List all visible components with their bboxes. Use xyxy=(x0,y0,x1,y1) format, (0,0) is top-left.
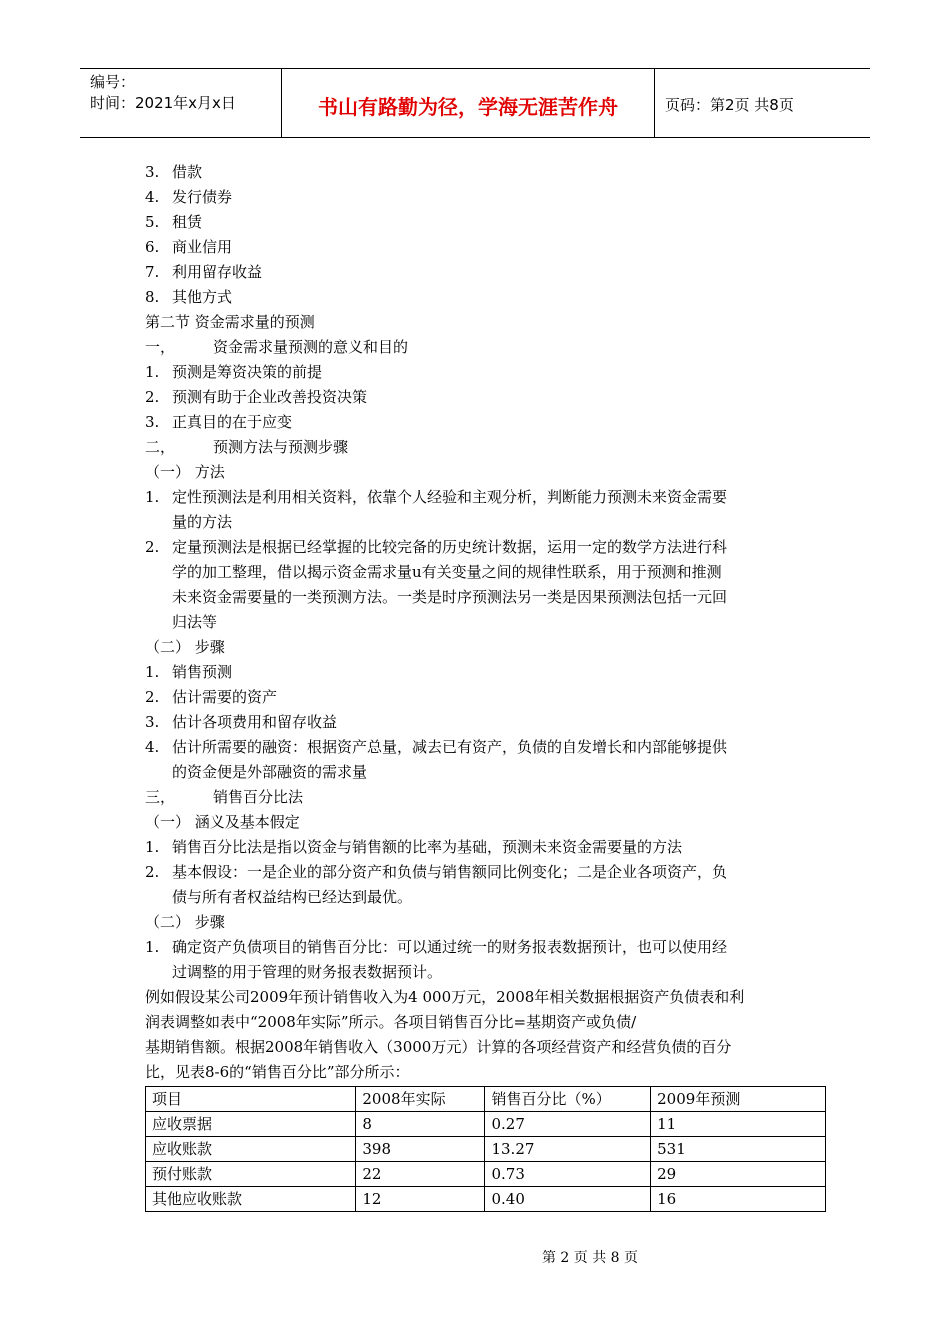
list-item: 4. 估计所需要的融资：根据资产总量，减去已有资产，负债的自发增长和内部能够提供 的资金便是外部融资的需求量 xyxy=(145,738,728,781)
table-row xyxy=(146,1137,826,1162)
list-item: 5. 租赁 xyxy=(145,213,203,231)
header-left-cell xyxy=(80,69,282,137)
table-cell: 0.73 xyxy=(485,1162,651,1187)
list-item: 6. 商业信用 xyxy=(145,238,233,256)
list-item: 1. 定性预测法是利用相关资料，依靠个人经验和主观分析，判断能力预测未来资金需要 量的方法 xyxy=(145,488,728,531)
list-item: 4. 发行债券 xyxy=(145,188,233,206)
heading-3: 三， 销售百分比法 xyxy=(145,788,304,806)
subheading: （一） 方法 xyxy=(145,463,225,481)
list-item: 1. 预测是筹资决策的前提 xyxy=(145,363,323,381)
table-row xyxy=(146,1162,826,1187)
table-row xyxy=(146,1187,826,1212)
table-header-cell: 销售百分比（%） xyxy=(485,1087,651,1112)
number-label: 编号： xyxy=(90,73,136,91)
page-info: 页码：第2页 共8页 xyxy=(665,95,794,114)
list-item: 2. 预测有助于企业改善投资决策 xyxy=(145,388,368,406)
list-item: 1. 销售百分比法是指以资金与销售额的比率为基础，预测未来资金需要量的方法 xyxy=(145,838,683,856)
table-cell: 29 xyxy=(651,1162,826,1187)
table-cell: 531 xyxy=(651,1137,826,1162)
paragraph-line: 比，见表8-6的“销售百分比”部分所示： xyxy=(145,1063,410,1081)
table-header-cell: 2009年预测 xyxy=(651,1087,826,1112)
heading-1: 一， 资金需求量预测的意义和目的 xyxy=(145,338,409,356)
sales-percentage-table xyxy=(145,1086,826,1212)
table-header-row xyxy=(146,1087,826,1112)
table-cell: 12 xyxy=(356,1187,485,1212)
table-cell: 0.27 xyxy=(485,1112,651,1137)
list-item: 2. 定量预测法是根据已经掌握的比较完备的历史统计数据，运用一定的数学方法进行科 学的加工整理，借以揭示资金需求量u有关变量之间的规律性联系，用于预测和推测 未来资金需要量的一类预测方法。一类是时序预测法另一类是因果预测法包括一元回 归法等 xyxy=(145,538,728,631)
table-cell: 398 xyxy=(356,1137,485,1162)
list-item: 2. 基本假设：一是企业的部分资产和负债与销售额同比例变化；二是企业各项资产，负 债与所有者权益结构已经达到最优。 xyxy=(145,863,728,906)
motto: 书山有路勤为径，学海无涯苦作舟 xyxy=(282,69,655,137)
page-number: 第 2 页 共 8 页 xyxy=(541,1250,639,1266)
heading-2: 二， 预测方法与预测步骤 xyxy=(145,438,349,456)
list-item: 7. 利用留存收益 xyxy=(145,263,263,281)
table-row xyxy=(146,1112,826,1137)
table-cell: 8 xyxy=(356,1112,485,1137)
list-item: 3. 借款 xyxy=(145,163,203,181)
table-cell: 预付账款 xyxy=(146,1162,356,1187)
paragraph-line: 例如假设某公司2009年预计销售收入为4 000万元，2008年相关数据根据资产负债表和利 xyxy=(145,988,745,1006)
document-body xyxy=(145,160,825,1212)
subheading: （二） 步骤 xyxy=(145,638,225,656)
table-cell: 0.40 xyxy=(485,1187,651,1212)
table-cell: 应收账款 xyxy=(146,1137,356,1162)
list-item: 3. 正真目的在于应变 xyxy=(145,413,293,431)
subheading: （一） 涵义及基本假定 xyxy=(145,813,300,831)
paragraph-line: 基期销售额。根据2008年销售收入（3000万元）计算的各项经营资产和经营负债的百分 xyxy=(145,1038,732,1056)
table-header-cell: 2008年实际 xyxy=(356,1087,485,1112)
table-cell: 22 xyxy=(356,1162,485,1187)
table-cell: 11 xyxy=(651,1112,826,1137)
table-cell: 其他应收账款 xyxy=(146,1187,356,1212)
page-header xyxy=(80,68,870,138)
list-item: 2. 估计需要的资产 xyxy=(145,688,278,706)
time-label: 时间：2021年x月x日 xyxy=(90,94,236,112)
section-title: 第二节 资金需求量的预测 xyxy=(145,313,315,331)
paragraph-line: 润表调整如表中“2008年实际”所示。各项目销售百分比=基期资产或负债/ xyxy=(145,1013,637,1031)
table-cell: 16 xyxy=(651,1187,826,1212)
table-header-cell: 项目 xyxy=(146,1087,356,1112)
list-item: 3. 估计各项费用和留存收益 xyxy=(145,713,338,731)
table-cell: 13.27 xyxy=(485,1137,651,1162)
list-item: 8. 其他方式 xyxy=(145,288,233,306)
subheading: （二） 步骤 xyxy=(145,913,225,931)
table-cell: 应收票据 xyxy=(146,1112,356,1137)
list-item: 1. 确定资产负债项目的销售百分比：可以通过统一的财务报表数据预计，也可以使用经 过调整的用于管理的财务报表数据预计。 xyxy=(145,938,728,981)
page-footer xyxy=(0,1247,950,1267)
list-item: 1. 销售预测 xyxy=(145,663,233,681)
